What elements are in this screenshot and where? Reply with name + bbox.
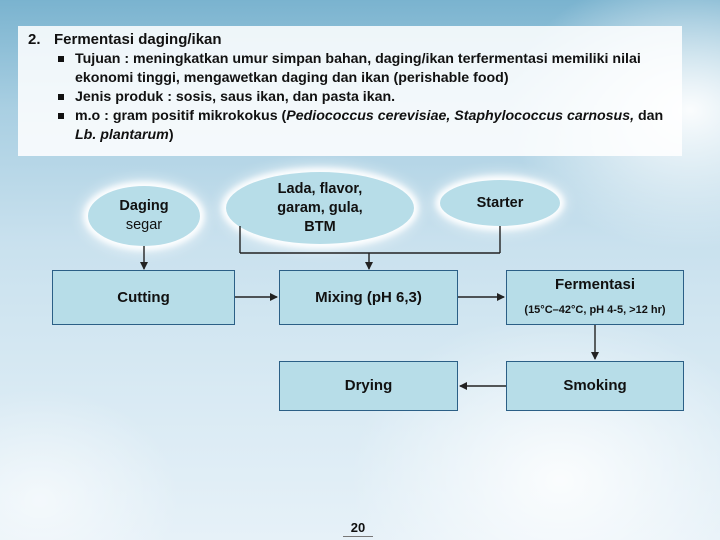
bumbu-line2: garam, gula, — [277, 199, 363, 216]
bullet-text: Jenis produk : sosis, saus ikan, dan pasta ikan. — [75, 89, 396, 105]
conjunction: dan — [634, 108, 664, 124]
fermentasi-condition: (15°C–42°C, pH 4-5, >12 hr) — [524, 304, 666, 316]
drying-label: Drying — [344, 377, 393, 394]
species-list: Pediococcus cerevisiae, Staphylococcus carnosus, — [286, 108, 635, 124]
smoking-label: Smoking — [563, 377, 627, 394]
section-number: 2. — [28, 31, 41, 48]
cutting-label: Cutting — [117, 288, 170, 306]
bullet-text: Tujuan : meningkatkan umur simpan bahan, daging/ikan terfermentasi memiliki nilai ekonomi tinggi, mengawetkan daging dan ikan (perishable food) — [75, 51, 641, 86]
daging-line1: Daging — [119, 198, 169, 214]
starter-label: Starter — [476, 194, 524, 211]
daging-line2: segar — [125, 217, 163, 233]
bumbu-line1: Lada, flavor, — [277, 180, 363, 197]
fermentasi-label: Fermentasi — [554, 276, 636, 293]
mixing-label: Mixing (pH 6,3) — [315, 288, 422, 306]
bracket-close: ) — [168, 127, 174, 143]
section-title: Fermentasi daging/ikan — [54, 31, 222, 48]
species-lb: Lb. plantarum — [75, 127, 169, 143]
bullet-text: m.o : gram positif mikrokokus ( — [75, 108, 287, 124]
page-number: 20 — [343, 520, 373, 537]
bumbu-line3: BTM — [304, 218, 336, 235]
